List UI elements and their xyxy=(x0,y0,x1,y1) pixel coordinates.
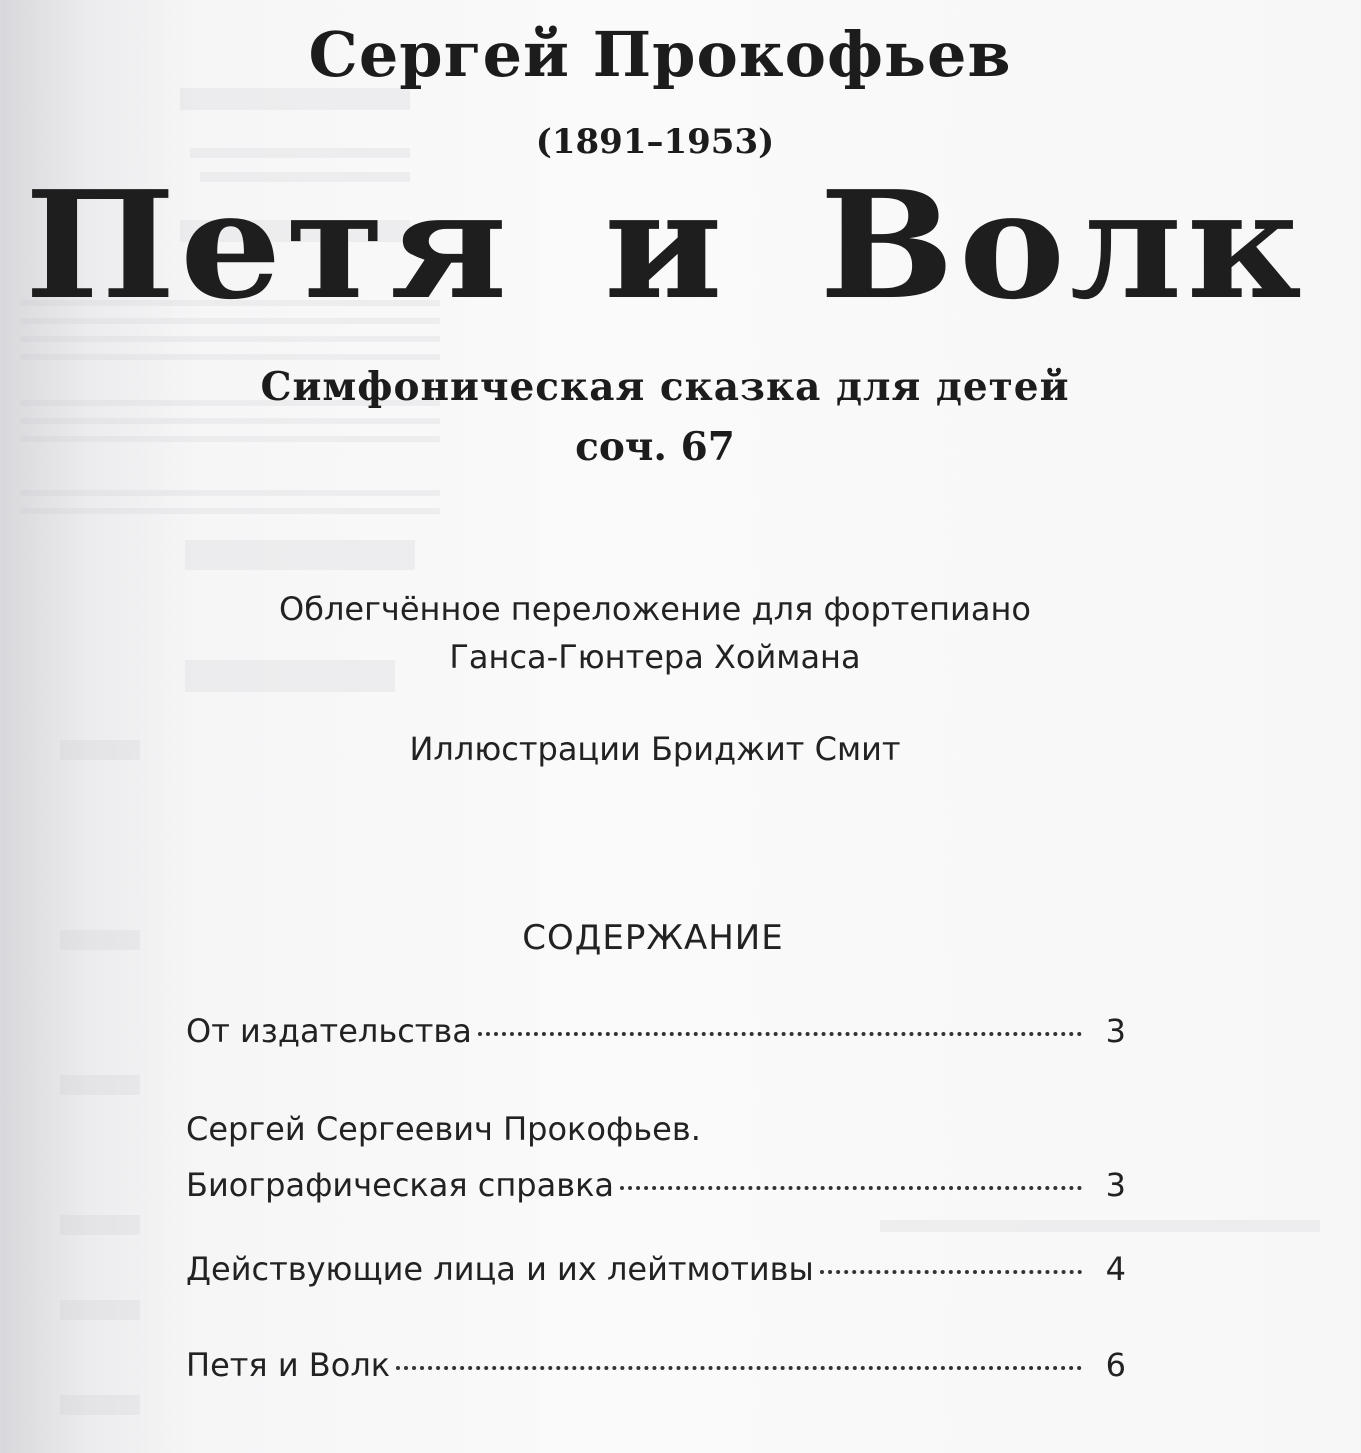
toc-entry-page: 3 xyxy=(1105,1166,1126,1204)
toc-entry-page: 4 xyxy=(1105,1250,1126,1288)
work-subtitle: Симфоническая сказка для детей xyxy=(260,364,1070,410)
toc-dot-leader xyxy=(478,1032,1082,1036)
toc-entry-label: От издательства xyxy=(186,1012,472,1050)
opus-number: соч. 67 xyxy=(575,424,735,470)
toc-dot-leader xyxy=(820,1270,1082,1274)
work-title: Петя и Волк xyxy=(24,158,1307,332)
toc-entry-biography xyxy=(186,1166,1126,1210)
toc-entry-story xyxy=(186,1346,1126,1390)
toc-entry-page: 3 xyxy=(1105,1012,1126,1050)
toc-entry-characters xyxy=(186,1250,1126,1294)
toc-entry-label: Биографическая справка xyxy=(186,1166,614,1204)
toc-entry-page: 6 xyxy=(1105,1346,1126,1384)
illustrations-credit: Иллюстрации Бриджит Смит xyxy=(409,730,901,768)
arrangement-line-2: Ганса-Гюнтера Хоймана xyxy=(449,638,861,676)
toc-dot-leader xyxy=(620,1186,1082,1190)
toc-entry-label: Действующие лица и их лейтмотивы xyxy=(186,1250,814,1288)
contents-heading: СОДЕРЖАНИЕ xyxy=(522,918,784,958)
composer-name: Сергей Прокофьев xyxy=(308,18,1012,91)
toc-entry-biography-line1: Сергей Сергеевич Прокофьев. xyxy=(186,1110,701,1148)
table-of-contents xyxy=(186,0,1126,1453)
toc-entry-publisher xyxy=(186,1012,1126,1056)
arrangement-line-1: Облегчённое переложение для фортепиано xyxy=(279,590,1031,628)
toc-dot-leader xyxy=(396,1366,1082,1370)
toc-entry-label: Петя и Волк xyxy=(186,1346,391,1384)
composer-years: (1891–1953) xyxy=(535,122,775,162)
